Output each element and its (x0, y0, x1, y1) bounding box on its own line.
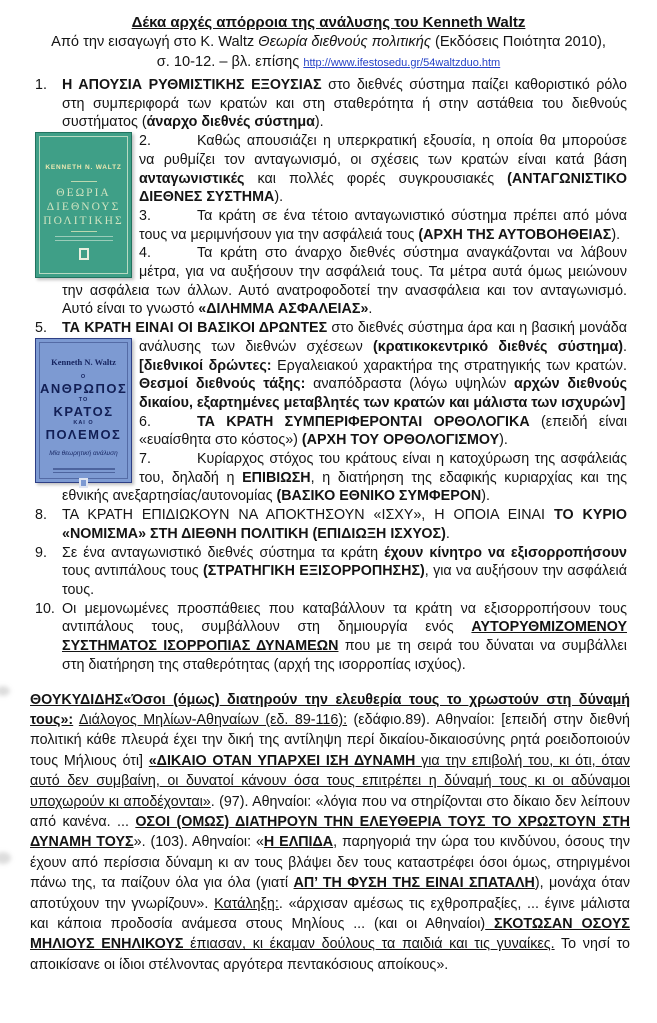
source-line (0, 32, 657, 53)
item-text: Σε ένα ανταγωνιστικό διεθνές σύστημα τα κράτη έχουν κίνητρο να εξισορροπήσουν τους αντιπάλους τους (ΣΤΡΑΤΗΓΙΚΗ ΕΞΙΣΟΡΡΟΠΗΣΗΣ), για να αυξήσουν την ασφάλειά τους. (62, 544, 628, 598)
item-number: 9. (35, 544, 47, 561)
item-text: Η ΑΠΟΥΣΙΑ ΡΥΘΜΙΣΤΙΚΗΣ ΕΞΟΥΣΙΑΣ στο διεθνές σύστημα παίζει καθοριστικό ρόλο στη συμπεριφορά των κρατών και στη σταθερότητα ή στην αστάθεια του διεθνούς συστήματος (άναρχο διεθνές σύστημα). (62, 77, 627, 131)
hyperlink-url[interactable]: http://www.ifestosedu.gr/54waltzduo.htm (303, 57, 501, 69)
item-text: ΤΑ ΚΡΑΤΗ ΣΥΜΠΕΡΙΦΕΡΟΝΤΑΙ ΟΡΘΟΛΟΓΙΚΑ (επειδή είναι «ευαίσθητα στο κόστος») (ΑΡΧΗ ΤΟΥ ΟΡΘΟΛΟΓΙΣΜΟΥ). (139, 413, 627, 449)
list-item-1 (35, 76, 627, 132)
item-number: 2. (139, 133, 151, 150)
book-title-line: ΑΝΘΡΩΠΟΣ (40, 380, 128, 396)
item-number: 3. (139, 207, 151, 224)
book-cover-theory-of-international-politics (35, 132, 132, 278)
item-text: Καθώς απουσιάζει η υπερκρατική εξουσία, η οποία θα μπορούσε να ρυθμίζει τον ανταγωνισμό, οι σχέσεις των κρατών είναι κατά βάση ανταγωνιστικές και πολλές φορές συγκρουσιακές (ΑΝΤΑΓΩΝΙΣΤΙΚΟ ΔΙΕΘΝΕΣ ΣΥΣΤΗΜΑ). (139, 133, 627, 206)
book-title-line: ΔΙΕΘΝΟΥΣ (46, 200, 121, 213)
thucydides-paragraph: ΘΟΥΚΥΔΙΔΗΣ«Όσοι (όμως) διατηρούν την ελευθερία τους το χρωστούν στη δύναμή τους»: Διάλογος Μηλίων-Αθηναίων (εδ. 89-116): (εδάφιο.89). Αθηναίοι: [επειδή στην διεθνή πολιτική κάθε πλευρά έχει την δική της αντίληψη περί δικαίου-δικαιοσύνης ρητά ροειδοποιούν τους Μήλιους ότι] «ΔΙΚΑΙΟ ΟΤΑΝ ΥΠΑΡΧΕΙ ΙΣΗ ΔΥΝΑΜΗ για την επιβολή του, κι ότι, όταν αυτό δεν συμβαίνη, οι δυνατοί κάνουν όσα τους επιτρέπει η δύναμή τους κι οι αδύναμοι υποχωρούν κι αποδέχονται». (97). Αθηναίοι: «λόγια που να στηρίζονται στο δίκαιο δεν λείπουν από κανένα. ... ΟΣΟΙ (ΟΜΩΣ) ΔΙΑΤΗΡΟΥΝ ΤΗΝ ΕΛΕΥΘΕΡΙΑ ΤΟΥΣ ΤΟ ΧΡΩΣΤΟΥΝ ΣΤΗ ΔΥΝΑΜΗ ΤΟΥΣ». (103). Αθηναίοι: «Η ΕΛΠΙΔΑ, παρηγοριά την ώρα του κινδύνου, όσους την έχουν από περίσσια δύναμη κι αν τους βλάψει δεν τους καταστρέφει όσοι όμως, στηριγμένοι πάνω της, τα παίζουν όλα για όλα (γιατί ΑΠ’ ΤΗ ΦΥΣΗ ΤΗΣ ΕΙΝΑΙ ΣΠΑΤΑΛΗ), μονάχα όταν αποτύχουν την γνωρίζουν». Κατάληξη:. «άρχισαν αμέσως τις εχθροπραξίες, ... έγινε μάλιστα και κάποια προδοσία ανάμεσα στους Μηλίους ... (και οι Αθηναίοι) ΣΚΟΤΩΣΑΝ ΟΣΟΥΣ ΜΗΛΙΟΥΣ ΕΝΗΛΙΚΟΥΣ έπιασαν, κι έκαμαν δούλους τα παιδιά και τις γυναίκες. Το νησί το αποικίσανε οι ίδιοι στέλνοντας αργότερα πεντακόσιους αποίκους». (30, 691, 631, 973)
item-number: 5. (35, 320, 47, 337)
book-title-line: ΠΟΛΙΤΙΚΗΣ (43, 214, 124, 227)
pages-reference: σ. 10-12. – βλ. επίσης (156, 54, 304, 70)
book-title-line: ΘΕΩΡΙΑ (56, 186, 111, 199)
list-item-8 (35, 506, 627, 543)
divider (71, 181, 97, 182)
book-imprint-lines (40, 236, 127, 242)
book-title-line: ΠΟΛΕΜΟΣ (45, 426, 122, 442)
item-number: 7. (139, 451, 151, 468)
book-title-connector: ΤΟ (78, 396, 89, 403)
item-number: 8. (35, 507, 47, 524)
book-cover-inner-frame (39, 342, 128, 479)
item-number: 10. (35, 600, 55, 617)
item-text: ΤΑ ΚΡΑΤΗ ΕΠΙΔΙΩΚΟΥΝ ΝΑ ΑΠΟΚΤΗΣΟΥΝ «ΙΣΧΥ», Η ΟΠΟΙΑ ΕΙΝΑΙ ΤΟ ΚΥΡΙΟ «ΝΟΜΙΣΜΑ» ΣΤΗ ΔΙΕΘΝΗ ΠΟΛΙΤΙΚΗ (ΕΠΙΔΙΩΞΗ ΙΣΧΥΟΣ). (62, 507, 628, 542)
book-author: KENNETH N. WALTZ (45, 164, 122, 172)
book-cover-inner-frame (39, 136, 128, 274)
book-title-connector: ΚΑΙ Ο (73, 419, 94, 426)
book-subtitle: Μία θεωρητική ανάλυση (49, 449, 118, 457)
publisher-logo (79, 478, 88, 488)
item-number: 1. (35, 77, 47, 93)
item-text: σύστημα). [διεθνικοί δρώντες: Εργαλειακού χαρακτήρα της στρατηγικής των κρατών. Θεσμοί διεθνούς τάξης: αναπόδραστα (λόγω υψηλών αρχών διεθνούς δικαίου, εξαρτημένες μεταβλητές των κρατών και μάλιστα των ισχυρών] (139, 338, 628, 411)
book-title-connector: Ο (80, 373, 87, 380)
item-text: Τα κράτη στο άναρχο διεθνές σύστημα αναγκάζονται να λάβουν μέτρα, για να αυξήσουν την ασφάλειά τους. Τα μέτρα αυτά όμως μειώνουν την ασφάλεια των άλλων. Αυτό ανατροφοδοτεί την ανασφάλεια και τον ανταγωνισμό. Αυτό είναι το γνωστό «ΔΙΛΗΜΜΑ ΑΣΦΑΛΕΙΑΣ». (62, 245, 627, 318)
book-cover-man-the-state-and-war (35, 338, 132, 483)
item-text: Κυρίαρχος στόχος του κράτους είναι η κατοχύρωση της ασφάλειάς του, δηλαδή η ΕΠΙΒΙΩΣΗ, η διατήρηση της εδαφικής κυριαρχίας και της εθνικής ανεξαρτησίας/αυτονομίας (ΒΑΣΙΚΟ ΕΘΝΙΚΟ ΣΥΜΦΕΡΟΝ). (62, 451, 627, 505)
item-number: 6. (139, 413, 151, 430)
source-suffix: (Εκδόσεις Ποιότητα 2010), (430, 34, 606, 50)
scan-artifact (0, 852, 11, 864)
item-number: 4. (139, 245, 151, 262)
book-imprint-lines (40, 468, 127, 473)
list-item-9 (35, 544, 627, 600)
page-title: Δέκα αρχές απόρροια της ανάλυσης του Kenneth Waltz (131, 14, 526, 31)
source-book-title: Θεωρία διεθνούς πολιτικής (258, 34, 431, 50)
source-prefix: Από την εισαγωγή στο Κ. Waltz (51, 34, 259, 50)
scan-artifact (0, 686, 10, 696)
list-item-10 (35, 600, 627, 675)
book-title-line: ΚΡΑΤΟΣ (53, 403, 114, 419)
item-text: Τα κράτη σε ένα τέτοιο ανταγωνιστικό σύστημα πρέπει από μόνα τους να μεριμνήσουν για την ασφάλειά τους (ΑΡΧΗ ΤΗΣ ΑΥΤΟΒΟΗΘΕΙΑΣ). (139, 207, 627, 243)
document-header (0, 13, 657, 73)
numbered-list (35, 76, 627, 675)
item-text: ΤΑ ΚΡΑΤΗ ΕΙΝΑΙ ΟΙ ΒΑΣΙΚΟΙ ΔΡΩΝΤΕΣ στο διεθνές σύστημα άρα και η βασική μονάδα ανάλυσης των διεθνών σχέσεων (κρατικοκεντρικό διεθνές (62, 320, 627, 355)
divider (71, 231, 97, 232)
publisher-logo (79, 248, 89, 260)
source-line-2 (0, 53, 657, 73)
book-author: Kenneth N. Waltz (51, 356, 116, 367)
item-text: Οι μεμονωμένες προσπάθειες που καταβάλλουν τα κράτη να εξισορροπήσουν τους αντιπάλους τους, συμβάλλουν στη δημιουργία ενός ΑΥΤΟΡΥΘΜΙΖΟΜΕΝΟΥ ΣΥΣΤΗΜΑΤΟΣ ΙΣΟΡΡΟΠΙΑΣ ΔΥΝΑΜΕΩΝ που με τη σειρά του δύναται να συμβάλλει στη διατήρηση της σταθερότητας (αρχή της ισορροπίας ισχύος). (62, 600, 627, 673)
